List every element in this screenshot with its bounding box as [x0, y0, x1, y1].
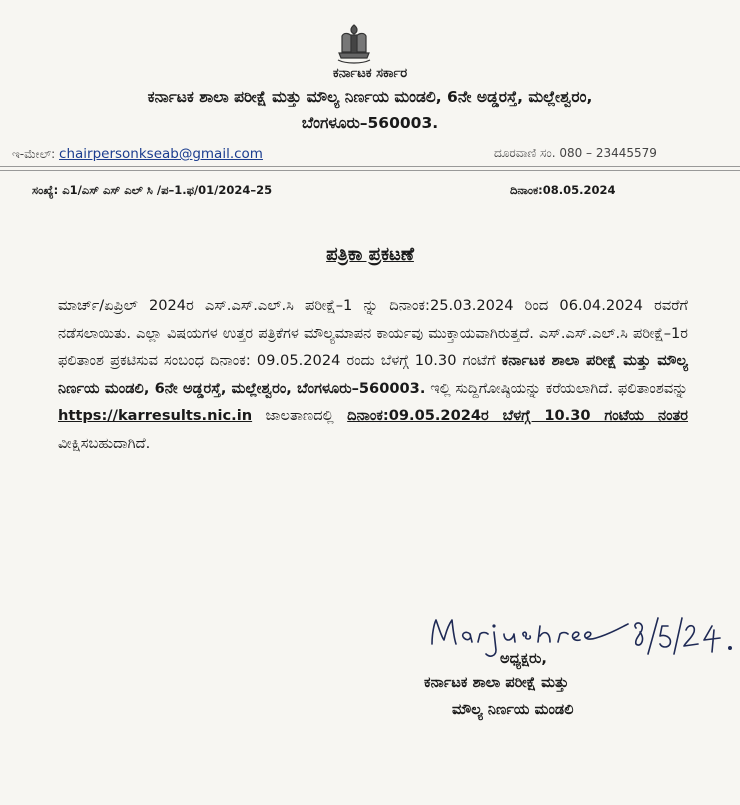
header-divider-bottom: [0, 170, 740, 171]
body-text-3: ಫಲಿತಾಂಶವನ್ನು: [617, 379, 688, 397]
board-city: ಬೆಂಗಳೂರು–560003.: [301, 114, 439, 132]
body-text-2: ಇಲ್ಲಿ ಸುದ್ದಿಗೋಷ್ಠಿಯನ್ನು ಕರೆಯಲಾಗಿದೆ.: [430, 379, 614, 397]
email-link[interactable]: chairpersonkseab@gmail.com: [59, 146, 263, 162]
body-text-5: ವೀಕ್ಷಿಸಬಹುದಾಗಿದೆ.: [58, 434, 151, 452]
signatory-org-line1: ಕರ್ನಾಟಕ ಶಾಲಾ ಪರೀಕ್ಷೆ ಮತ್ತು: [424, 674, 569, 691]
title-text: ಪತ್ರಿಕಾ ಪ್ರಕಟಣೆ: [326, 244, 414, 265]
signatory-org-line2: ಮೌಲ್ಯ ನಿರ್ಣಯ ಮಂಡಲಿ: [452, 701, 574, 718]
board-name: ಕರ್ನಾಟಕ ಶಾಲಾ ಪರೀಕ್ಷೆ ಮತ್ತು ಮೌಲ್ಯ ನಿರ್ಣಯ ಮಂಡಲಿ, 6ನೇ ಅಡ್ಡರಸ್ತೆ, ಮಲ್ಲೇಶ್ವರಂ,: [147, 88, 593, 106]
reference-date: ದಿನಾಂಕ:08.05.2024: [510, 183, 616, 197]
email-row: [12, 146, 263, 162]
body-text-4: ಜಾಲತಾಣದಲ್ಲಿ: [265, 407, 334, 424]
reference-number: ಸಂಖ್ಯೆ: ಎ1/ಎಸ್ ಎಸ್ ಎಲ್ ಸಿ /ಪ–1.ಫ/01/2024–25: [32, 183, 273, 197]
body-text-venue: ಕರ್ನಾಟಕ ಶಾಲಾ ಪರೀಕ್ಷೆ ಮತ್ತು ಮೌಲ್ಯ ನಿರ್ಣಯ ಮಂಡಲಿ, 6ನೇ ಅಡ್ಡರಸ್ತೆ, ಮಲ್ಲೇಶ್ವರಂ, ಬೆಂಗಳೂರು–560003.: [58, 352, 688, 397]
government-heading: ಕರ್ನಾಟಕ ಸರ್ಕಾರ: [332, 66, 408, 81]
body-paragraph: [58, 292, 688, 457]
handwritten-signature-icon: [420, 608, 740, 666]
body-text-1: ಮಾರ್ಚ್/ಏಪ್ರಿಲ್ 2024ರ ಎಸ್.ಎಸ್.ಎಲ್.ಸಿ ಪರೀಕ್ಷೆ–1 ನ್ನು ದಿನಾಂಕ:25.03.2024 ರಿಂದ 06.04.2024 ರವರೆಗೆ ನಡೆಸಲಾಯಿತು. ಎಲ್ಲಾ ವಿಷಯಗಳ ಉತ್ತರ ಪತ್ರಿಕೆಗಳ ಮೌಲ್ಯಮಾಪನ ಕಾರ್ಯವು ಮುಕ್ತಾಯವಾಗಿರುತ್ತದೆ. ಎಸ್.ಎಸ್.ಎಲ್.ಸಿ ಪರೀಕ್ಷೆ–1ರ ಫಲಿತಾಂಶ ಪ್ರಕಟಿಸುವ ಸಂಬಂಧ ದಿನಾಂಕ: 09.05.2024 ರಂದು ಬೆಳಗ್ಗೆ 10.30 ಗಂಟೆಗೆ: [58, 297, 688, 369]
state-emblem-icon: [334, 22, 374, 66]
header-divider-top: [0, 166, 740, 167]
results-time-text: ದಿನಾಂಕ:09.05.2024ರ ಬೆಳಗ್ಗೆ 10.30 ಗಂಟೆಯ ನಂತರ: [347, 407, 689, 424]
email-label: ಇ-ಮೇಲ್:: [12, 147, 56, 161]
results-url-link[interactable]: https://karresults.nic.in: [58, 407, 253, 424]
document-title: [0, 244, 740, 265]
phone-number: ದೂರವಾಣಿ ಸಂ. 080 – 23445579: [494, 146, 657, 160]
signatory-designation: ಅಧ್ಯಕ್ಷರು,: [500, 650, 547, 667]
